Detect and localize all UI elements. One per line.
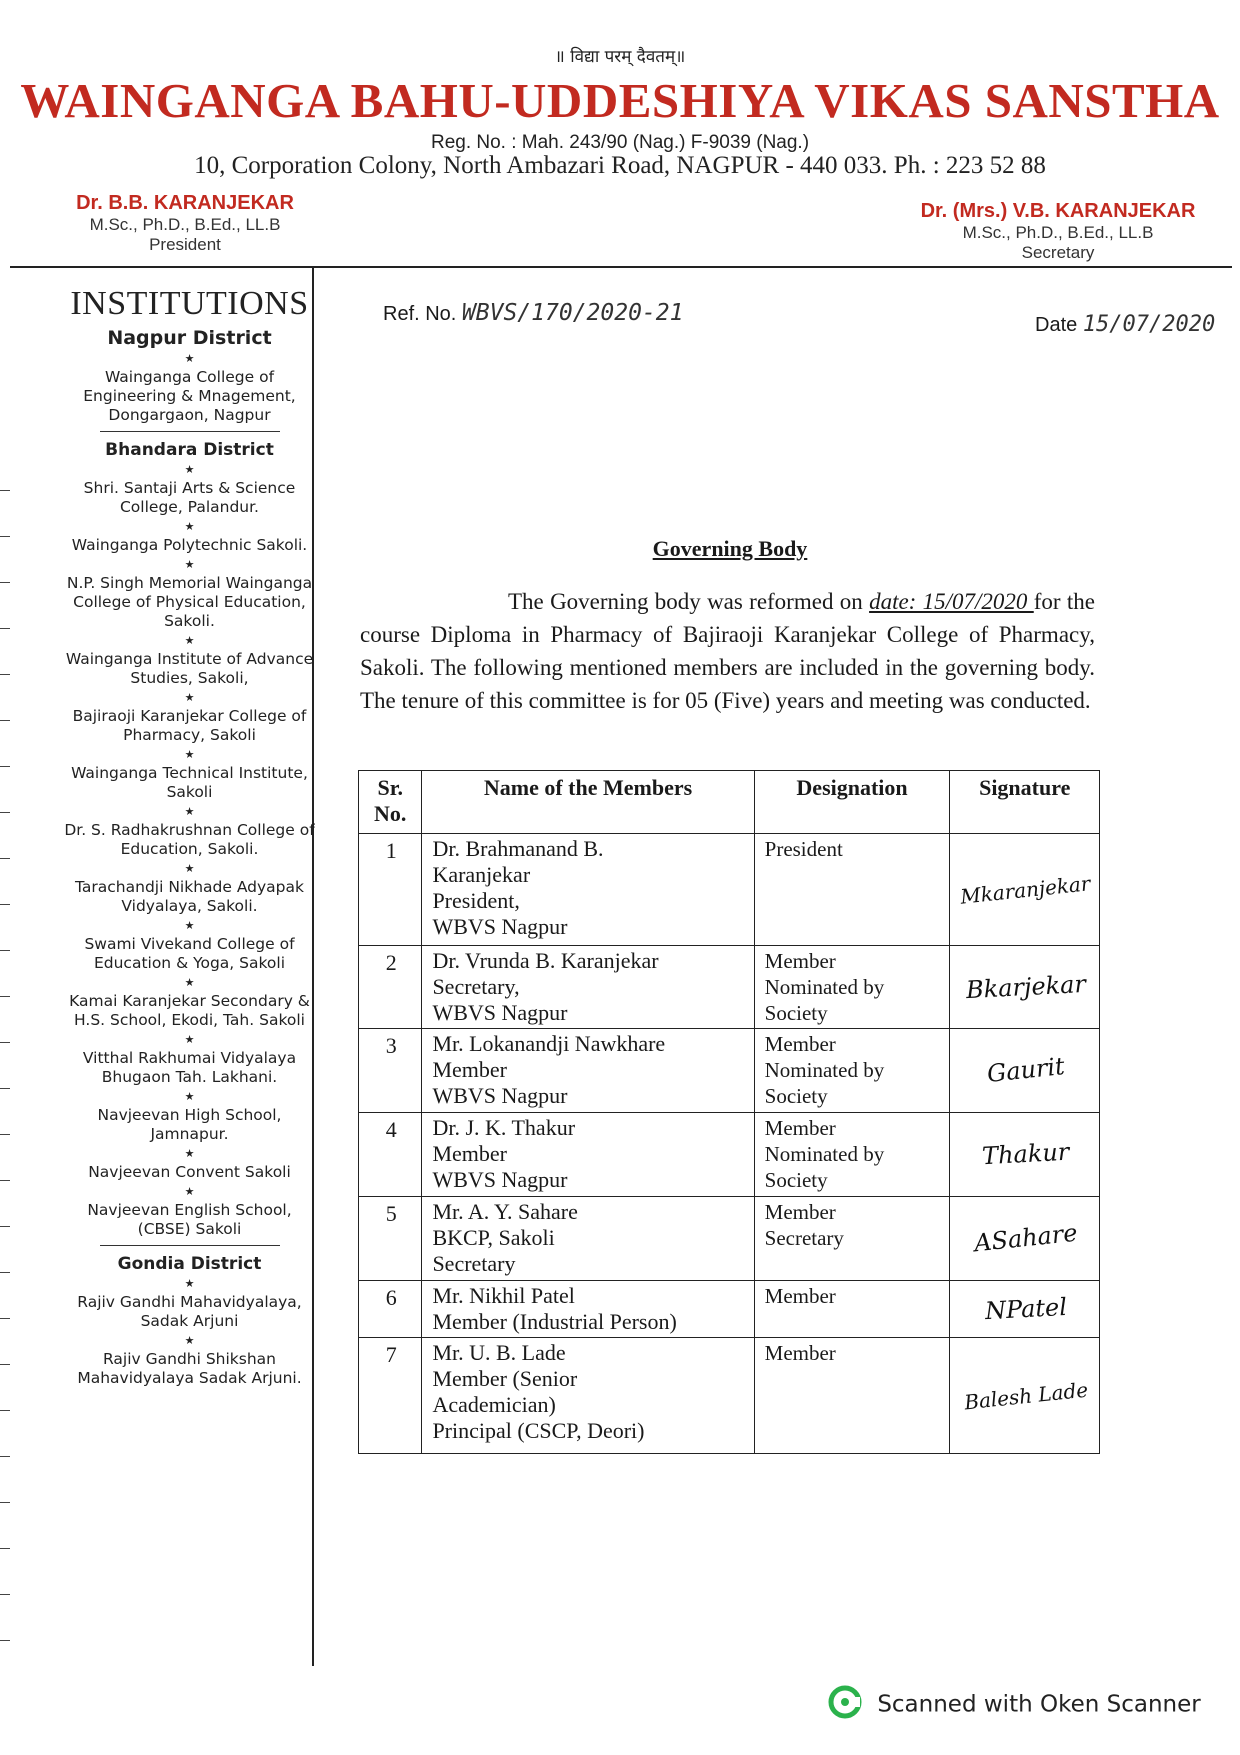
bullet-star-icon: ★: [184, 691, 195, 704]
header-signature: Signature: [950, 771, 1100, 834]
edge-tick: [0, 720, 10, 721]
table-row: [359, 1029, 1100, 1113]
designation-line: Member: [764, 1116, 836, 1140]
edge-tick: [0, 1548, 10, 1549]
bullet-star-icon: ★: [184, 1334, 195, 1347]
table-row: [359, 1338, 1100, 1454]
member-name-line: Member: [432, 1057, 507, 1082]
table-header-row: [359, 771, 1100, 834]
table-row: [359, 834, 1100, 946]
institutions-sidebar: [62, 285, 317, 1388]
edge-tick: [0, 1502, 10, 1503]
secretary-name: Dr. (Mrs.) V.B. KARANJEKAR: [920, 200, 1196, 222]
reference-number: [383, 300, 683, 326]
edge-tick: [0, 1318, 10, 1319]
designation-line: Secretary: [764, 1226, 844, 1250]
table-row: [359, 1113, 1100, 1197]
institution-item: Vitthal Rakhumai Vidyalaya Bhugaon Tah. Lakhani.: [82, 1049, 297, 1086]
member-name-cell: [422, 1281, 754, 1338]
edge-tick: [0, 1226, 10, 1227]
signature-cell: [950, 1029, 1100, 1113]
handwritten-signature: NPatel: [984, 1292, 1068, 1325]
designation-cell: [754, 1029, 950, 1113]
member-name-cell: [422, 1113, 754, 1197]
member-name-line: Secretary,: [432, 974, 520, 999]
edge-tick: [0, 904, 10, 905]
bullet-star-icon: ★: [184, 634, 195, 647]
institution-item: Shri. Santaji Arts & Science College, Palandur.: [83, 479, 296, 516]
edge-tick: [0, 1640, 10, 1641]
institution-item: Rajiv Gandhi Shikshan Mahavidyalaya Sadak Arjuni.: [77, 1350, 302, 1387]
member-name-line: Mr. U. B. Lade: [432, 1340, 566, 1365]
table-row: [359, 946, 1100, 1029]
handwritten-signature: Bkarjekar: [965, 969, 1087, 1004]
designation-line: Member: [764, 1284, 836, 1308]
member-name-line: WBVS Nagpur: [432, 1000, 568, 1025]
edge-tick: [0, 674, 10, 675]
institution-item: Wainganga Polytechnic Sakoli.: [71, 536, 308, 554]
bullet-star-icon: ★: [184, 1277, 195, 1290]
member-name-line: WBVS Nagpur: [432, 914, 568, 939]
institution-item: Navjeevan Convent Sakoli: [88, 1163, 291, 1181]
member-name-line: BKCP, Sakoli: [432, 1225, 555, 1250]
bullet-star-icon: ★: [184, 748, 195, 761]
scan-edge-marks: [0, 490, 12, 1670]
header-designation: Designation: [754, 771, 950, 834]
signature-cell: [950, 1338, 1100, 1454]
institution-item: Dr. S. Radhakrushnan College of Education, Sakoli.: [64, 821, 315, 858]
handwritten-signature: Thakur: [981, 1137, 1071, 1171]
edge-tick: [0, 490, 10, 491]
motto: ॥ विद्या परम् दैवतम्॥: [554, 47, 686, 67]
sr-no-cell: 7: [359, 1338, 422, 1454]
designation-line: Society: [764, 1168, 828, 1192]
president-block: [70, 192, 300, 255]
oken-scanner-icon: [828, 1685, 862, 1725]
header-divider: [10, 266, 1232, 268]
edge-tick: [0, 1594, 10, 1595]
member-name-cell: [422, 834, 754, 946]
institution-item: Bajiraoji Karanjekar College of Pharmacy, Sakoli: [72, 707, 307, 744]
designation-cell: [754, 1281, 950, 1338]
designation-line: Member: [764, 1200, 836, 1224]
member-name-line: Mr. A. Y. Sahare: [432, 1199, 578, 1224]
date-label: Date: [1035, 314, 1078, 336]
member-name-line: Member (Industrial Person): [432, 1309, 677, 1334]
signature-cell: [950, 1281, 1100, 1338]
president-degrees: M.Sc., Ph.D., B.Ed., LL.B: [89, 215, 281, 234]
handwritten-signature: Gaurit: [985, 1052, 1066, 1088]
ref-value: WBVS/170/2020-21: [461, 300, 684, 326]
edge-tick: [0, 1134, 10, 1135]
institution-item: Rajiv Gandhi Mahavidyalaya, Sadak Arjuni: [77, 1293, 302, 1330]
signature-cell: [950, 834, 1100, 946]
secretary-role: Secretary: [1021, 243, 1095, 262]
member-name-line: Academician): [432, 1392, 556, 1417]
designation-line: President: [764, 837, 843, 861]
member-name-line: WBVS Nagpur: [432, 1083, 568, 1108]
header-name: Name of the Members: [422, 771, 754, 834]
sr-no-cell: 2: [359, 946, 422, 1029]
member-name-line: Secretary: [432, 1251, 516, 1276]
edge-tick: [0, 1088, 10, 1089]
member-name-line: Dr. Vrunda B. Karanjekar: [432, 948, 659, 973]
edge-tick: [0, 950, 10, 951]
org-name: WAINGANGA BAHU-UDDESHIYA VIKAS SANSTHA: [20, 73, 1220, 128]
signature-cell: [950, 1197, 1100, 1281]
member-name-line: WBVS Nagpur: [432, 1167, 568, 1192]
signature-cell: [950, 1113, 1100, 1197]
district-divider: [100, 1245, 280, 1246]
member-name-line: Mr. Nikhil Patel: [432, 1283, 575, 1308]
table-row: [359, 1197, 1100, 1281]
bullet-star-icon: ★: [184, 1185, 195, 1198]
ref-label: Ref. No.: [383, 303, 457, 325]
designation-cell: [754, 1197, 950, 1281]
member-name-cell: [422, 1029, 754, 1113]
designation-cell: [754, 1113, 950, 1197]
institution-item: Wainganga College of Engineering & Mnagement, Dongargaon, Nagpur: [83, 368, 296, 424]
edge-tick: [0, 812, 10, 813]
member-name-line: Dr. Brahmanand B.: [432, 836, 604, 861]
district-divider: [100, 431, 280, 432]
edge-tick: [0, 628, 10, 629]
body-paragraph: [360, 585, 1095, 717]
bullet-star-icon: ★: [184, 520, 195, 533]
sr-no-cell: 1: [359, 834, 422, 946]
bullet-star-icon: ★: [184, 919, 195, 932]
sr-no-cell: 5: [359, 1197, 422, 1281]
edge-tick: [0, 766, 10, 767]
table-row: [359, 1281, 1100, 1338]
edge-tick: [0, 582, 10, 583]
institution-item: Wainganga Institute of Advance Studies, Sakoli,: [65, 650, 314, 687]
designation-line: Member: [764, 1032, 836, 1056]
date-value: 15/07/2020: [1082, 312, 1216, 337]
sr-no-cell: 4: [359, 1113, 422, 1197]
secretary-block: [908, 200, 1208, 263]
scanner-text: Scanned with Oken Scanner: [877, 1691, 1201, 1718]
institution-item: Tarachandji Nikhade Adyapak Vidyalaya, Sakoli.: [75, 878, 304, 915]
handwritten-signature: Balesh Lade: [962, 1377, 1089, 1414]
edge-tick: [0, 996, 10, 997]
bullet-star-icon: ★: [184, 352, 195, 365]
designation-line: Nominated by: [764, 975, 885, 999]
signature-cell: [950, 946, 1100, 1029]
document-heading: Governing Body: [652, 536, 808, 561]
edge-tick: [0, 1180, 10, 1181]
bullet-star-icon: ★: [184, 976, 195, 989]
handwritten-signature: Mkaranjekar: [959, 870, 1092, 909]
bullet-star-icon: ★: [184, 558, 195, 571]
sr-no-cell: 6: [359, 1281, 422, 1338]
edge-tick: [0, 1456, 10, 1457]
institutions-title: INSTITUTIONS: [70, 285, 309, 322]
para-post: for the course Diploma in Pharmacy of Bajiraoji Karanjekar College of Pharmacy, Sakoli. The following mentioned members are included in the governing body. The tenure of this committee is for 05 (Five) years and meeting was conducted.: [360, 589, 1095, 713]
designation-line: Member: [764, 949, 836, 973]
institution-item: N.P. Singh Memorial Wainganga College of Physical Education, Sakoli.: [66, 574, 313, 630]
institution-item: Navjeevan High School, Jamnapur.: [97, 1106, 282, 1143]
bullet-star-icon: ★: [184, 805, 195, 818]
org-address: 10, Corporation Colony, North Ambazari Road, NAGPUR - 440 033. Ph. : 223 52 88: [194, 152, 1046, 179]
president-name: Dr. B.B. KARANJEKAR: [76, 192, 294, 214]
member-name-line: Mr. Lokanandji Nawkhare: [432, 1031, 666, 1056]
member-name-line: President,: [432, 888, 520, 913]
designation-line: Nominated by: [764, 1142, 885, 1166]
secretary-degrees: M.Sc., Ph.D., B.Ed., LL.B: [962, 223, 1154, 242]
member-name-line: Dr. J. K. Thakur: [432, 1115, 576, 1140]
institution-item: Kamai Karanjekar Secondary & H.S. School, Ekodi, Tah. Sakoli: [69, 992, 310, 1029]
member-name-cell: [422, 946, 754, 1029]
member-name-line: Principal (CSCP, Deori): [432, 1418, 645, 1443]
designation-cell: [754, 946, 950, 1029]
para-pre: The Governing body was reformed on: [508, 589, 870, 614]
district-heading: Bhandara District: [105, 440, 274, 460]
edge-tick: [0, 1410, 10, 1411]
designation-line: Society: [764, 1084, 828, 1108]
designation-cell: [754, 834, 950, 946]
bullet-star-icon: ★: [184, 1147, 195, 1160]
bullet-star-icon: ★: [184, 1090, 195, 1103]
designation-line: Society: [764, 1001, 828, 1025]
edge-tick: [0, 1042, 10, 1043]
president-role: President: [149, 235, 221, 254]
member-name-cell: [422, 1197, 754, 1281]
edge-tick: [0, 1272, 10, 1273]
district-heading: Nagpur District: [107, 327, 272, 349]
designation-line: Nominated by: [764, 1058, 885, 1082]
scanner-footer: [828, 1685, 1228, 1725]
members-table: [358, 770, 1100, 1454]
member-name-line: Member: [432, 1141, 507, 1166]
bullet-star-icon: ★: [184, 463, 195, 476]
letter-date: [1035, 312, 1215, 337]
sr-no-cell: 3: [359, 1029, 422, 1113]
member-name-line: Karanjekar: [432, 862, 531, 887]
designation-cell: [754, 1338, 950, 1454]
institution-item: Swami Vivekand College of Education & Yoga, Sakoli: [84, 935, 295, 972]
handwritten-signature: ASahare: [972, 1218, 1079, 1258]
member-name-line: Member (Senior: [432, 1366, 578, 1391]
header-sr-no: Sr. No.: [359, 771, 422, 834]
bullet-star-icon: ★: [184, 862, 195, 875]
designation-line: Member: [764, 1341, 836, 1365]
institution-item: Navjeevan English School, (CBSE) Sakoli: [87, 1201, 292, 1238]
registration-number: Reg. No. : Mah. 243/90 (Nag.) F-9039 (Nag.): [430, 132, 810, 153]
edge-tick: [0, 858, 10, 859]
district-heading: Gondia District: [117, 1254, 262, 1274]
institution-item: Wainganga Technical Institute, Sakoli: [71, 764, 308, 801]
member-name-cell: [422, 1338, 754, 1454]
edge-tick: [0, 1364, 10, 1365]
bullet-star-icon: ★: [184, 1033, 195, 1046]
para-date: date: 15/07/2020: [869, 589, 1034, 614]
